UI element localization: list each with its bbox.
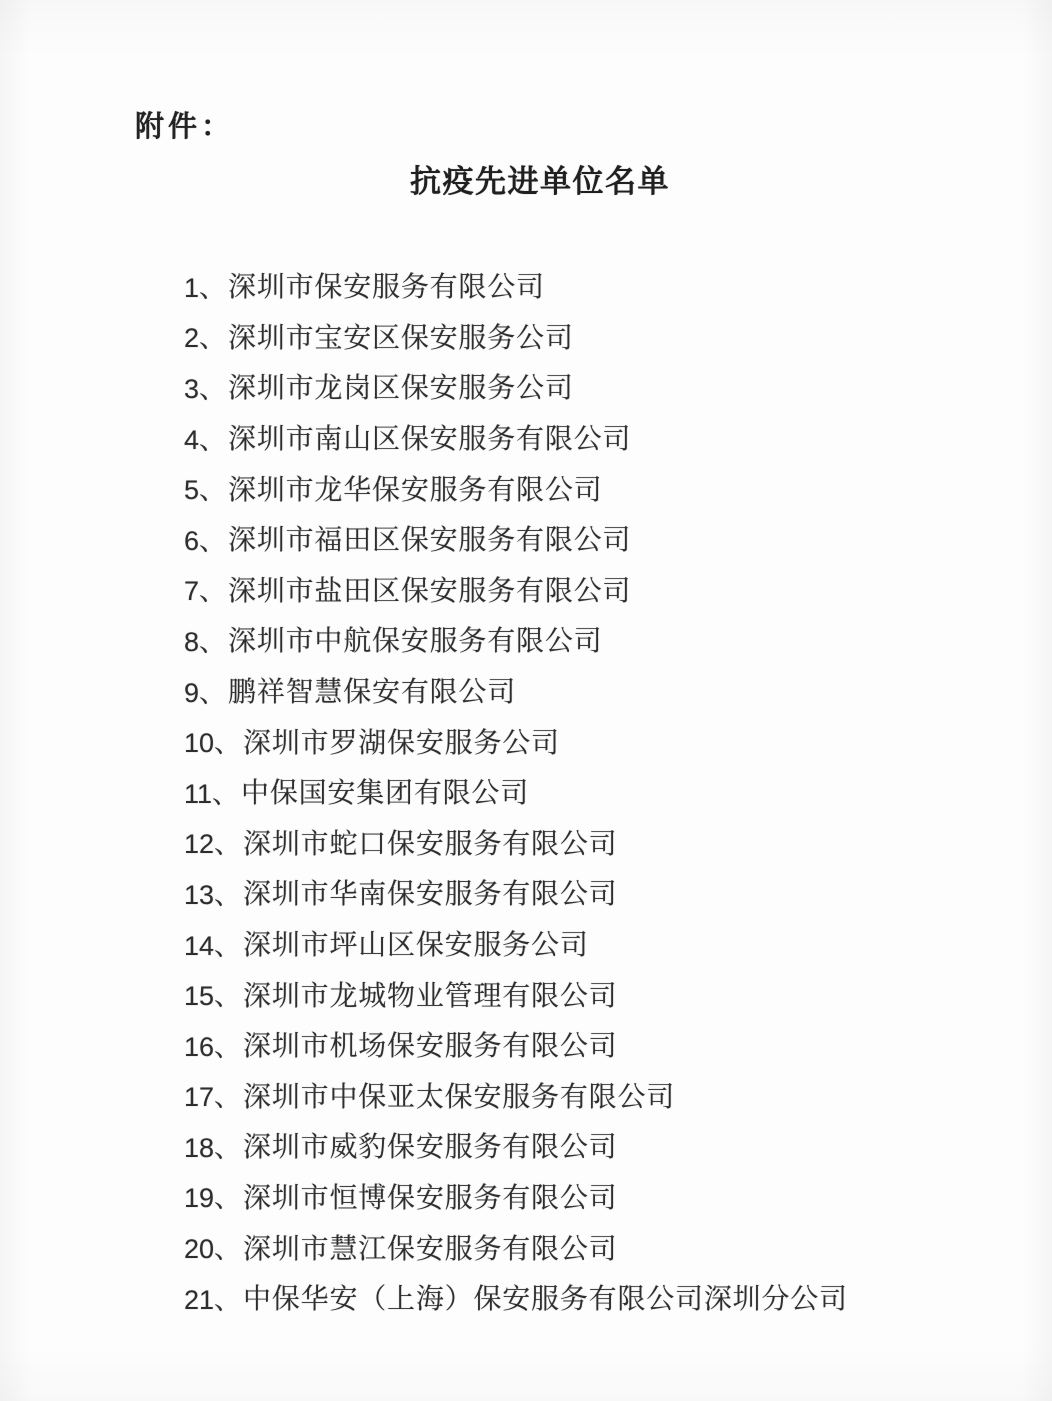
- item-name: 深圳市罗湖保安服务公司: [243, 727, 560, 759]
- item-name: 深圳市坪山区保安服务公司: [243, 930, 589, 962]
- item-number: 9、: [184, 677, 227, 708]
- item-number: 18、: [184, 1132, 242, 1163]
- list-item: [184, 1272, 964, 1323]
- list-item: [184, 311, 964, 362]
- item-number: 12、: [184, 829, 242, 860]
- item-number: 4、: [184, 424, 227, 455]
- list-item: [184, 968, 964, 1019]
- item-name: 鹏祥智慧保安有限公司: [228, 677, 517, 709]
- item-name: 深圳市蛇口保安服务有限公司: [243, 828, 618, 860]
- list-item: [184, 918, 964, 969]
- list-item: [184, 412, 964, 463]
- item-number: 8、: [184, 626, 227, 657]
- item-name: 深圳市福田区保安服务有限公司: [228, 525, 632, 557]
- item-number: 3、: [184, 373, 227, 404]
- item-number: 5、: [184, 475, 227, 506]
- list-item: [184, 766, 964, 817]
- item-name: 深圳市保安服务有限公司: [228, 272, 545, 304]
- item-number: 13、: [184, 879, 242, 910]
- document-title: 抗疫先进单位名单: [410, 164, 670, 199]
- item-number: 20、: [184, 1234, 242, 1265]
- item-name: 深圳市中航保安服务有限公司: [228, 626, 603, 658]
- list-item: [184, 1171, 964, 1222]
- list-item: [184, 665, 964, 716]
- item-name: 深圳市龙华保安服务有限公司: [228, 474, 603, 506]
- item-name: 深圳市龙城物业管理有限公司: [243, 980, 618, 1012]
- item-name: 深圳市机场保安服务有限公司: [243, 1031, 618, 1063]
- attachment-label: 附件：: [135, 111, 235, 143]
- list-item: [184, 564, 964, 615]
- item-number: 11、: [184, 778, 240, 809]
- list-item: [184, 614, 964, 665]
- item-name: 深圳市慧江保安服务有限公司: [243, 1233, 618, 1265]
- item-name: 深圳市盐田区保安服务有限公司: [228, 575, 632, 607]
- item-number: 6、: [184, 525, 227, 556]
- list-item: [184, 867, 964, 918]
- item-number: 16、: [184, 1031, 242, 1062]
- list-item: [184, 361, 964, 412]
- item-name: 深圳市恒博保安服务有限公司: [243, 1182, 618, 1214]
- list-item: [184, 1019, 964, 1070]
- item-number: 10、: [184, 728, 242, 759]
- list-item: [184, 1221, 964, 1272]
- item-number: 17、: [184, 1082, 242, 1113]
- item-number: 19、: [184, 1183, 242, 1214]
- item-name: 深圳市龙岗区保安服务公司: [228, 373, 574, 405]
- list-item: [184, 715, 964, 766]
- item-name: 深圳市宝安区保安服务公司: [228, 322, 574, 354]
- list-item: [184, 513, 964, 564]
- item-name: 深圳市华南保安服务有限公司: [243, 879, 618, 911]
- item-name: 深圳市中保亚太保安服务有限公司: [243, 1081, 676, 1113]
- item-name: 深圳市威豹保安服务有限公司: [243, 1132, 618, 1164]
- list-item: [184, 817, 964, 868]
- item-name: 深圳市南山区保安服务有限公司: [228, 424, 632, 456]
- item-name: 中保国安集团有限公司: [241, 778, 530, 810]
- list-item: [184, 260, 964, 311]
- item-number: 15、: [184, 981, 242, 1012]
- item-number: 1、: [184, 272, 227, 303]
- list-item: [184, 1120, 964, 1171]
- list-item: [184, 462, 964, 513]
- item-name: 中保华安（上海）保安服务有限公司深圳分公司: [243, 1284, 848, 1316]
- item-number: 21、: [184, 1284, 242, 1315]
- item-number: 14、: [184, 930, 242, 961]
- unit-list: [184, 260, 964, 1322]
- list-item: [184, 1070, 964, 1121]
- item-number: 2、: [184, 323, 227, 354]
- item-number: 7、: [184, 576, 227, 607]
